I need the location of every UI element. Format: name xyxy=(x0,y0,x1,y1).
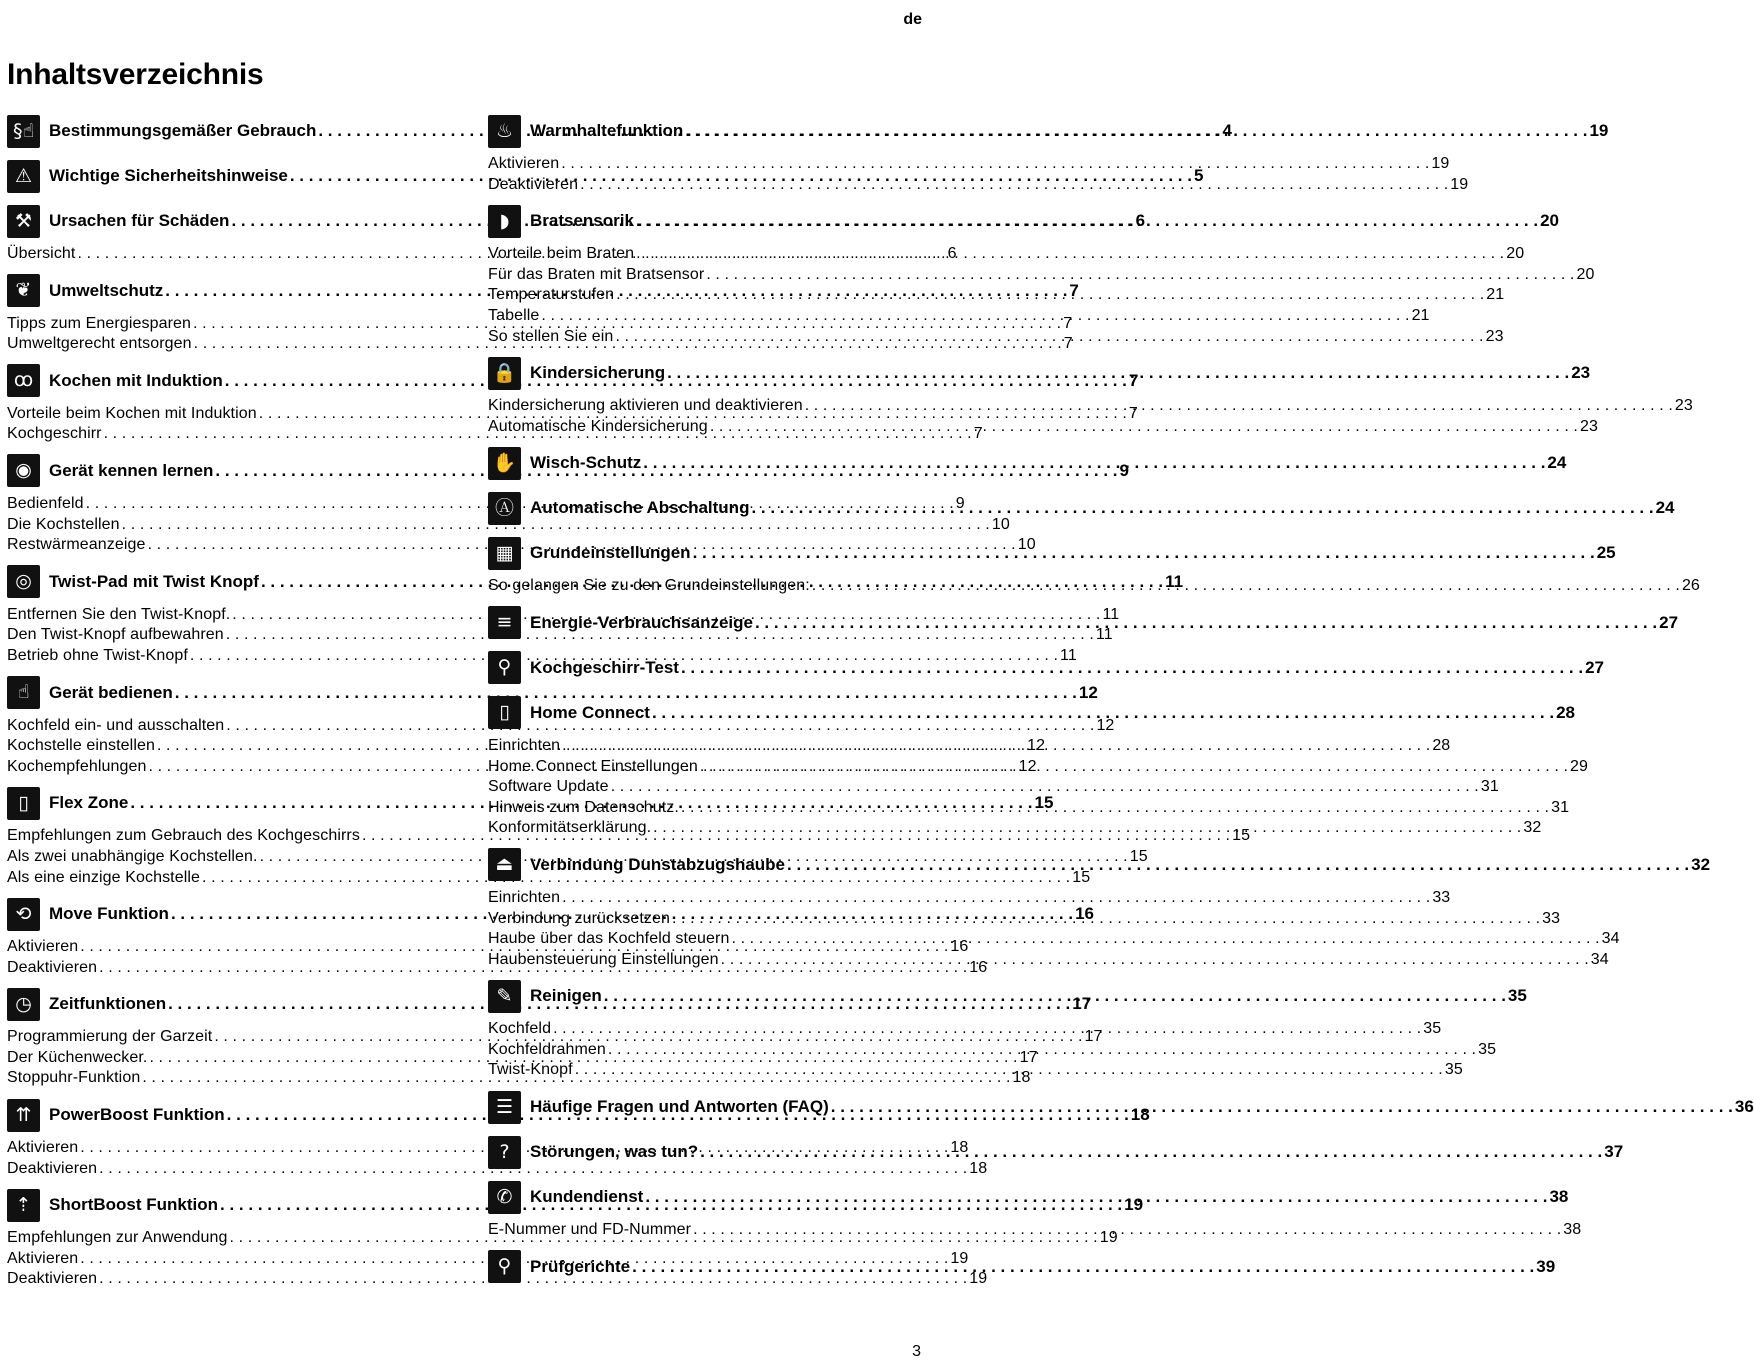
toc-entry-label: Kochfeldrahmen xyxy=(488,1040,606,1058)
powerboost-icon: ⇈ xyxy=(7,1099,40,1132)
toc-entry-page: 7 xyxy=(1063,314,1073,332)
toc-entry-page: 15 xyxy=(1232,827,1251,845)
toc-entry-link[interactable] xyxy=(7,1159,988,1180)
toc-entry-link[interactable] xyxy=(488,777,1499,798)
toc-entry-page: 18 xyxy=(1012,1069,1031,1087)
toc-entry-label: Stoppuhr-Funktion xyxy=(7,1069,141,1087)
toc-entry-label: Verbindung zurücksetzen xyxy=(488,909,670,927)
toc-entry-label: Deaktivieren xyxy=(488,175,579,193)
dot-leader xyxy=(667,363,1569,383)
toc-entry-label: Aktivieren xyxy=(488,155,560,172)
toc-heading-title: Bestimmungsgemäßer Gebrauch xyxy=(49,121,317,140)
toc-entry-label: Aktivieren xyxy=(7,938,79,956)
toc-entry-page: 38 xyxy=(1563,1221,1582,1239)
toc-entry-label: Programmierung der Garzeit xyxy=(7,1028,213,1046)
dot-leader xyxy=(636,244,1504,265)
toc-heading-title: Prüfgerichte xyxy=(530,1256,631,1276)
toc-entry-label: So gelangen Sie zu den Grundeinstellungen: xyxy=(488,577,810,595)
toc-entry-label: Kochfeld ein- und ausschalten xyxy=(7,716,225,734)
toc-entry-label: Deaktivieren xyxy=(7,1270,98,1288)
dot-leader xyxy=(706,265,1574,286)
toc-entry-link[interactable] xyxy=(7,868,1091,889)
toc-entry-page: 19 xyxy=(1099,1229,1118,1247)
toc-heading-title: PowerBoost Funktion xyxy=(49,1105,225,1125)
toc-heading-page: 37 xyxy=(1604,1142,1624,1162)
toc-heading-page: 18 xyxy=(1130,1105,1150,1125)
toc-entry-page: 16 xyxy=(950,938,969,956)
toc-entry-link[interactable] xyxy=(488,888,1451,909)
toc-heading-page: 12 xyxy=(1078,682,1098,702)
toc-heading-page: 32 xyxy=(1691,854,1711,874)
toc-entry-page: 7 xyxy=(973,425,983,443)
dot-leader xyxy=(787,855,1689,875)
toc-entry-label: Restwärmeanzeige xyxy=(7,536,146,554)
warning-triangle-icon: ⚠ xyxy=(7,160,40,193)
toc-entry-label: Kochempfehlungen xyxy=(7,757,147,775)
toc-entry-label: Betrieb ohne Twist-Knopf xyxy=(7,646,188,664)
toc-heading-title: Wisch-Schutz xyxy=(530,453,642,473)
toc-entry-page: 12 xyxy=(1018,757,1037,775)
toc-heading-link[interactable] xyxy=(530,1257,1555,1277)
toc-section xyxy=(488,202,1595,347)
toc-entry-link[interactable] xyxy=(488,244,1525,265)
toc-heading-title: Warmhaltefunktion xyxy=(530,121,684,140)
toc-entry-link[interactable] xyxy=(488,175,1469,196)
dot-leader xyxy=(653,818,1521,839)
toc-entry-page: 16 xyxy=(969,958,988,976)
dot-leader xyxy=(608,1040,1476,1061)
dot-leader xyxy=(611,777,1479,798)
toc-entry-label: Deaktivieren xyxy=(7,1159,98,1177)
toc-heading-page: 4 xyxy=(1222,121,1232,140)
toc-section-header xyxy=(488,354,1591,392)
dot-leader xyxy=(652,703,1554,723)
toc-heading-link[interactable] xyxy=(530,498,1675,518)
shortboost-icon: ⇡ xyxy=(7,1189,40,1222)
page-title: Inhaltsverzeichnis xyxy=(7,58,264,91)
toc-heading-link[interactable] xyxy=(530,363,1590,383)
toc-entry-label: E-Nummer und FD-Nummer xyxy=(488,1221,692,1239)
toc-heading-title: Reinigen xyxy=(530,986,602,1006)
toc-entry-page: 18 xyxy=(950,1139,969,1157)
toc-heading-page: 11 xyxy=(1165,571,1184,591)
toc-entry-link[interactable] xyxy=(7,1269,988,1290)
question-icon: ? xyxy=(488,1136,521,1169)
toc-heading-page: 27 xyxy=(1585,657,1604,677)
toc-entry-label: Als eine einzige Kochstelle xyxy=(7,868,201,886)
toc-entry-label: Entfernen Sie den Twist-Knopf. xyxy=(7,605,231,623)
energy-bars-icon: ≡ xyxy=(488,606,521,639)
toc-heading-title: Ursachen für Schäden xyxy=(49,211,230,230)
hood-connection-icon: ⏏ xyxy=(488,848,521,881)
page-number: 3 xyxy=(912,1343,921,1360)
toc-entry-page: 19 xyxy=(969,1270,988,1288)
magnifier-icon: ⚲ xyxy=(488,1250,521,1283)
toc-section-header xyxy=(488,202,1559,240)
toc-entry-link[interactable] xyxy=(488,417,1598,438)
toc-entry-page: 31 xyxy=(1551,798,1570,816)
home-connect-phone-icon: ▯ xyxy=(488,696,521,729)
toc-heading-title: Kochgeschirr-Test xyxy=(530,657,679,677)
toc-entry-page: 15 xyxy=(1129,847,1148,865)
lock-icon: 🔒 xyxy=(488,357,521,390)
toc-heading-page: 9 xyxy=(1119,460,1129,480)
toc-entry-page: 20 xyxy=(1506,245,1525,263)
toc-entry-label: Software Update xyxy=(488,778,609,796)
toc-entry-label: Twist-Knopf xyxy=(488,1061,573,1079)
toc-entry-label: Tipps zum Energiesparen xyxy=(7,314,192,332)
toc-entry-link[interactable] xyxy=(488,306,1430,327)
frying-sensor-icon: ◗ xyxy=(488,205,521,238)
toc-heading-link[interactable] xyxy=(530,1142,1623,1162)
dot-leader xyxy=(751,498,1653,518)
dot-leader xyxy=(700,1142,1602,1162)
dot-leader xyxy=(685,121,1587,141)
toc-entry-page: 26 xyxy=(1681,577,1700,595)
dot-leader xyxy=(561,154,1429,175)
toc-entry-label: Aktivieren xyxy=(7,1249,79,1267)
toc-section-header xyxy=(488,112,1609,150)
toc-heading-link[interactable] xyxy=(530,543,1616,563)
phone-handset-icon: ✆ xyxy=(488,1181,521,1214)
toc-heading-link[interactable] xyxy=(530,1097,1754,1117)
hand-operate-icon: ☝ xyxy=(7,676,40,709)
toc-entry-page: 12 xyxy=(1096,716,1115,734)
settings-grid-icon: ▦ xyxy=(488,537,521,570)
toc-entry-page: 34 xyxy=(1590,950,1609,968)
dot-leader xyxy=(700,757,1568,778)
toc-entry-label: Kindersicherung aktivieren und deaktivieren xyxy=(488,397,803,415)
toc-entry-page: 35 xyxy=(1444,1061,1463,1079)
toc-entry-label: Empfehlungen zur Anwendung xyxy=(7,1229,228,1247)
faq-icon: ☰ xyxy=(488,1091,521,1124)
cookware-test-icon: ⚲ xyxy=(488,651,521,684)
toc-heading-title: Gerät kennen lernen xyxy=(49,460,214,480)
dot-leader xyxy=(575,1060,1443,1081)
toc-entry-label: So stellen Sie ein xyxy=(488,327,614,345)
toc-heading-page: 24 xyxy=(1547,453,1567,473)
toc-entry-page: 7 xyxy=(1128,404,1138,422)
toc-entry-link[interactable] xyxy=(488,285,1505,306)
toc-section-header xyxy=(488,444,1567,482)
toc-heading-title: Energie-Verbrauchsanzeige xyxy=(530,612,753,632)
toc-heading-page: 28 xyxy=(1556,702,1576,722)
dot-leader xyxy=(710,417,1578,438)
toc-entry-label: Tabelle xyxy=(488,306,540,324)
dot-leader xyxy=(562,736,1430,757)
toc-heading-link[interactable] xyxy=(530,855,1710,875)
toc-entry-label: Aktivieren xyxy=(7,1139,79,1157)
keep-warm-icon: ♨ xyxy=(488,115,521,148)
toc-entry-page: 32 xyxy=(1523,819,1542,837)
toc-heading-title: Move Funktion xyxy=(49,904,169,924)
dot-leader xyxy=(755,613,1657,633)
toc-entry-link[interactable] xyxy=(7,515,1010,536)
toc-entry-label: Home Connect Einstellungen xyxy=(488,757,698,775)
clock-icon: ◷ xyxy=(7,988,40,1021)
toc-entry-page: 12 xyxy=(1027,737,1046,755)
toc-entry-page: 10 xyxy=(991,515,1010,533)
toc-heading-page: 7 xyxy=(1128,370,1139,390)
toc-entry-page: 34 xyxy=(1601,930,1620,948)
language-code: de xyxy=(903,11,922,28)
toc-entry-label: Einrichten xyxy=(488,736,561,754)
toc-entry-page: 9 xyxy=(955,494,965,512)
dot-leader xyxy=(541,306,1409,327)
toc-entry-page: 23 xyxy=(1579,417,1598,435)
dot-leader xyxy=(636,211,1538,231)
auto-off-icon: Ⓐ xyxy=(488,492,521,525)
toc-heading-title: Kindersicherung xyxy=(530,363,666,383)
wipe-protection-hand-icon: ✋ xyxy=(488,447,521,480)
toc-entry-label: Vorteile beim Braten xyxy=(488,245,635,263)
toc-heading-link[interactable] xyxy=(530,986,1527,1006)
flex-zone-icon: ▯ xyxy=(7,787,40,820)
toc-entry-label: Umweltgerecht entsorgen xyxy=(7,335,192,353)
toc-heading-link[interactable] xyxy=(530,453,1566,473)
toc-entry-page: 35 xyxy=(1423,1020,1442,1038)
toc-heading-page: 39 xyxy=(1536,1256,1556,1276)
toc-entry-page: 17 xyxy=(1084,1028,1103,1046)
toc-entry-link[interactable] xyxy=(7,716,1115,737)
toc-entry-page: 21 xyxy=(1486,286,1505,304)
toc-entry-label: Übersicht xyxy=(7,245,76,262)
toc-entry-label: Empfehlungen zum Gebrauch des Kochgeschirrs xyxy=(7,827,360,845)
toc-heading-title: Häufige Fragen und Antworten (FAQ) xyxy=(530,1097,829,1117)
toc-entry-link[interactable] xyxy=(488,396,1693,417)
toc-heading-title: Störungen, was tun? xyxy=(530,1142,699,1162)
toc-section xyxy=(488,444,1567,482)
hammer-damage-icon: ⚒ xyxy=(7,205,40,238)
toc-entry-page: 31 xyxy=(1480,778,1499,796)
toc-entry-label: Kochstelle einstellen xyxy=(7,737,155,755)
dot-leader xyxy=(645,1187,1547,1207)
toc-entry-page: 7 xyxy=(1063,335,1073,353)
toc-heading-page: 35 xyxy=(1507,986,1527,1006)
toc-heading-title: Umweltschutz xyxy=(49,280,164,300)
toc-heading-page: 20 xyxy=(1540,211,1559,231)
dot-leader xyxy=(562,888,1430,909)
toc-entry-label: Der Küchenwecker. xyxy=(7,1048,148,1066)
dot-leader xyxy=(805,396,1673,417)
toc-heading-page: 16 xyxy=(1075,904,1094,924)
toc-heading-page: 19 xyxy=(1589,121,1609,140)
toc-entry-label: Die Kochstellen xyxy=(7,515,120,533)
toc-heading-title: Kochen mit Induktion xyxy=(49,370,223,390)
dot-leader xyxy=(693,1220,1561,1241)
toc-entry-page: 11 xyxy=(1102,605,1120,623)
toc-heading-page: 5 xyxy=(1193,166,1204,185)
toc-entry-page: 28 xyxy=(1432,736,1451,754)
toc-heading-page: 23 xyxy=(1571,363,1591,383)
toc-heading-link[interactable] xyxy=(530,211,1559,231)
toc-entry-page: 11 xyxy=(1060,646,1077,664)
eye-icon: ◉ xyxy=(7,454,40,487)
toc-heading-title: Zeitfunktionen xyxy=(49,994,167,1014)
dot-leader xyxy=(721,950,1589,971)
twist-knob-icon: ◎ xyxy=(7,565,40,598)
induction-coil-icon: ꝏ xyxy=(7,364,40,397)
toc-heading-page: 7 xyxy=(1069,280,1079,300)
toc-entry-page: 10 xyxy=(1017,536,1036,554)
toc-entry-page: 19 xyxy=(1450,175,1469,193)
toc-heading-title: Verbindung Dunstabzugshaube xyxy=(530,854,786,874)
toc-section xyxy=(488,354,1693,437)
toc-heading-link[interactable] xyxy=(530,703,1575,723)
leaf-icon: ❦ xyxy=(7,274,40,307)
toc-entry-page: 15 xyxy=(1072,868,1091,886)
toc-entry-page: 23 xyxy=(1674,397,1693,415)
dot-leader xyxy=(693,543,1595,563)
toc-entry-label: Konformitätserklärung. xyxy=(488,819,652,837)
toc-entry-page: 23 xyxy=(1485,327,1504,345)
toc-entry-page: 6 xyxy=(947,245,957,262)
toc-entry-label: Kochfeld xyxy=(488,1020,552,1038)
toc-heading-page: 25 xyxy=(1596,543,1616,563)
dot-leader xyxy=(681,658,1583,678)
toc-heading-page: 15 xyxy=(1034,793,1054,813)
toc-entry-label: Deaktivieren xyxy=(7,958,98,976)
toc-heading-page: 17 xyxy=(1072,994,1092,1014)
toc-entry-label: Haube über das Kochfeld steuern xyxy=(488,930,730,948)
toc-entry-page: 17 xyxy=(1019,1048,1038,1066)
toc-entry-label: Vorteile beim Kochen mit Induktion xyxy=(7,404,257,422)
toc-heading-page: 38 xyxy=(1549,1187,1569,1207)
toc-entry-page: 21 xyxy=(1411,306,1430,324)
toc-entry-label: Temperaturstufen xyxy=(488,286,615,304)
dot-leader xyxy=(553,1019,1421,1040)
toc-entry-link[interactable] xyxy=(7,625,1113,646)
toc-heading-title: Flex Zone xyxy=(49,793,129,813)
toc-entry-label: Einrichten xyxy=(488,888,561,906)
toc-heading-title: Gerät bedienen xyxy=(49,682,173,702)
toc-heading-title: Home Connect xyxy=(530,702,650,722)
toc-heading-page: 24 xyxy=(1655,498,1675,518)
toc-heading-page: 27 xyxy=(1659,612,1679,632)
dot-leader xyxy=(580,175,1448,196)
toc-entry-page: 33 xyxy=(1542,909,1561,927)
dot-leader xyxy=(632,1257,1534,1277)
cleaning-icon: ✎ xyxy=(488,980,521,1013)
toc-entry-page: 11 xyxy=(1095,626,1113,644)
toc-entry-link[interactable] xyxy=(488,154,1450,175)
toc-entry-link[interactable] xyxy=(488,265,1595,286)
dot-leader xyxy=(643,453,1545,473)
dot-leader xyxy=(604,986,1506,1006)
toc-entry-page: 20 xyxy=(1576,265,1595,283)
dot-leader xyxy=(616,285,1484,306)
toc-entry-page: 35 xyxy=(1478,1040,1497,1058)
toc-entry-label: Den Twist-Knopf aufbewahren xyxy=(7,626,224,644)
toc-entry-label: Haubensteuerung Einstellungen xyxy=(488,950,719,968)
toc-heading-title: Automatische Abschaltung xyxy=(530,498,750,518)
toc-entry-label: Für das Braten mit Bratsensor xyxy=(488,265,705,283)
toc-heading-title: Bratsensorik xyxy=(530,211,634,231)
toc-entry-page: 19 xyxy=(950,1249,969,1267)
toc-entry-link[interactable] xyxy=(488,327,1504,348)
toc-heading-page: 19 xyxy=(1124,1195,1144,1215)
toc-entry-page: 19 xyxy=(1431,155,1450,172)
toc-entry-label: Automatische Kindersicherung xyxy=(488,417,708,435)
toc-entry-label: Kochgeschirr xyxy=(7,425,102,443)
section-hand-icon: §☝ xyxy=(7,115,40,148)
move-function-icon: ⟲ xyxy=(7,898,40,931)
toc-heading-page: 6 xyxy=(1135,211,1146,230)
dot-leader xyxy=(672,909,1540,930)
toc-heading-link[interactable] xyxy=(530,121,1608,141)
toc-section xyxy=(488,112,1609,195)
toc-heading-title: Kundendienst xyxy=(530,1187,644,1207)
toc-entry-page: 33 xyxy=(1432,888,1451,906)
toc-entry-label: Bedienfeld xyxy=(7,494,84,512)
toc-entry-label: Als zwei unabhängige Kochstellen. xyxy=(7,847,258,865)
toc-entry-label: Hinweis zum Datenschutz. xyxy=(488,798,679,816)
toc-heading-title: Grundeinstellungen xyxy=(530,543,691,563)
dot-leader xyxy=(812,576,1680,597)
dot-leader xyxy=(731,929,1599,950)
dot-leader xyxy=(681,798,1549,819)
toc-entry-page: 18 xyxy=(969,1159,988,1177)
toc-entry-page: 29 xyxy=(1570,757,1588,775)
toc-heading-link[interactable] xyxy=(530,613,1678,633)
toc-heading-page: 36 xyxy=(1734,1097,1754,1117)
toc-heading-link[interactable] xyxy=(530,658,1604,678)
toc-heading-title: ShortBoost Funktion xyxy=(49,1195,219,1215)
dot-leader xyxy=(831,1097,1733,1117)
toc-heading-title: Twist-Pad mit Twist Knopf xyxy=(49,571,259,591)
toc-heading-link[interactable] xyxy=(530,1187,1568,1207)
toc-heading-title: Wichtige Sicherheitshinweise xyxy=(49,166,288,185)
dot-leader xyxy=(615,327,1483,348)
